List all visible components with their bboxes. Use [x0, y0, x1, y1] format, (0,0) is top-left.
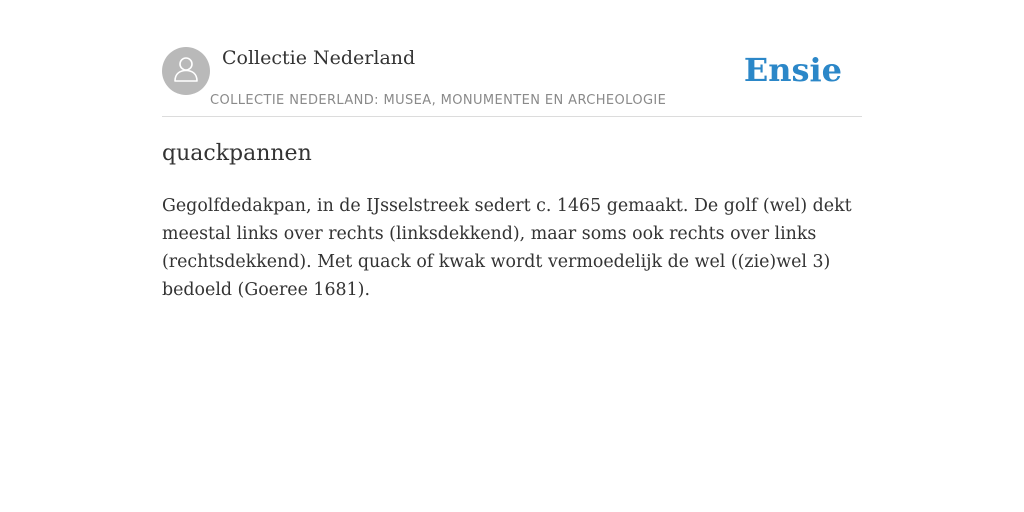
author-avatar[interactable]: [162, 47, 210, 95]
ensie-logo[interactable]: Ensie: [743, 51, 842, 89]
user-silhouette-icon: [171, 54, 201, 89]
source-label[interactable]: COLLECTIE NEDERLAND: MUSEA, MONUMENTEN EN ARCHEOLOGIE: [210, 93, 667, 108]
entry-definition: Gegolfdedakpan, in de IJsselstreek sedert c. 1465 gemaakt. De golf (wel) dekt meestal links over rechts (linksdekkend), maar soms ook rechts over links (rechtsdekkend). Met quack of kwak wordt vermoedelijk de wel ((zie)wel 3) bedoeld (Goeree 1681).: [162, 196, 852, 300]
author-name[interactable]: Collectie Nederland: [222, 47, 416, 69]
header: [162, 44, 862, 117]
entry-title: quackpannen: [162, 141, 312, 166]
